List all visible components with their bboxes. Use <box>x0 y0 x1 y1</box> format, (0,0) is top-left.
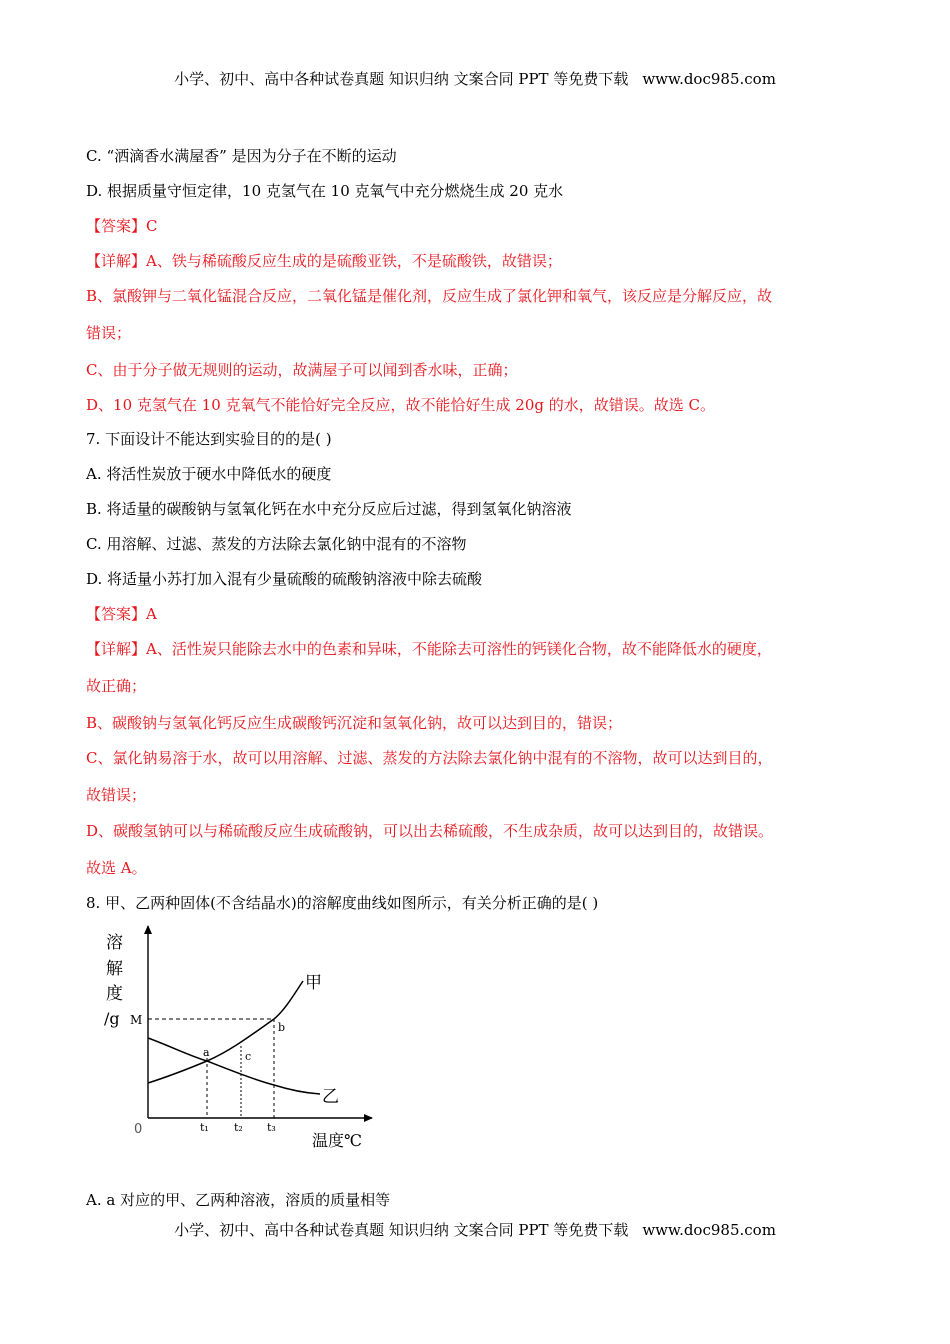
m-label: M <box>130 1013 143 1027</box>
page-header <box>0 68 950 89</box>
header-text: 小学、初中、高中各种试卷真题 知识归纳 文案合同 PPT 等免费下载 <box>174 70 629 88</box>
q8-option-a: A. a 对应的甲、乙两种溶液，溶质的质量相等 <box>86 1191 391 1209</box>
q6-option-d: D. 根据质量守恒定律，10 克氢气在 10 克氧气中充分燃烧生成 20 克水 <box>86 182 564 200</box>
q7-answer: 【答案】A <box>86 605 157 623</box>
q7-option-a: A. 将活性炭放于硬水中降低水的硬度 <box>86 465 332 483</box>
t2-label: t₂ <box>234 1121 243 1134</box>
q6-detail-line: C、由于分子做无规则的运动，故满屋子可以闻到香水味，正确； <box>86 361 518 379</box>
q6-detail-line: B、氯酸钾与二氧化锰混合反应，二氧化锰是催化剂，反应生成了氯化钾和氧气，该反应是分解反应，故 <box>86 287 773 305</box>
t3-label: t₃ <box>267 1121 276 1134</box>
q6-detail-line: 错误； <box>86 324 132 342</box>
point-b-label: b <box>278 1021 286 1034</box>
header-url[interactable]: www.doc985.com <box>642 70 776 88</box>
t1-label: t₁ <box>200 1121 209 1134</box>
q6-answer: 【答案】C <box>86 217 158 235</box>
y-axis-label-char: 溶 <box>106 933 123 953</box>
q7-detail-line: 故选 A。 <box>86 859 147 877</box>
footer-url[interactable]: www.doc985.com <box>642 1221 776 1239</box>
y-axis-label-char: /g <box>104 1009 120 1028</box>
q7-detail-line: D、碳酸氢钠可以与稀硫酸反应生成硫酸钠，可以出去稀硫酸，不生成杂质，故可以达到目的，故错误。 <box>86 822 774 840</box>
q6-option-c: C. “洒滴香水满屋香” 是因为分子在不断的运动 <box>86 147 397 165</box>
q7-detail-line: 故正确； <box>86 677 147 695</box>
origin-label: 0 <box>134 1122 143 1137</box>
q7-option-d: D. 将适量小苏打加入混有少量硫酸的硫酸钠溶液中除去硫酸 <box>86 570 483 588</box>
x-axis-label: 温度℃ <box>312 1131 362 1150</box>
q6-detail-line: D、10 克氢气在 10 克氧气不能恰好完全反应，故不能恰好生成 20g 的水，故错误。故选 C。 <box>86 396 715 414</box>
q8-stem: 8. 甲、乙两种固体(不含结晶水)的溶解度曲线如图所示，有关分析正确的是( ) <box>86 894 599 912</box>
point-c-label: c <box>245 1050 252 1063</box>
q7-detail-line: C、氯化钠易溶于水，故可以用溶解、过滤、蒸发的方法除去氯化钠中混有的不溶物，故可以达到目的， <box>86 749 773 767</box>
footer-text: 小学、初中、高中各种试卷真题 知识归纳 文案合同 PPT 等免费下载 <box>174 1221 629 1239</box>
solubility-curve-figure <box>100 918 390 1153</box>
series-yi-label: 乙 <box>322 1087 339 1107</box>
q7-option-c: C. 用溶解、过滤、蒸发的方法除去氯化钠中混有的不溶物 <box>86 535 467 553</box>
y-axis-label-char: 解 <box>106 959 123 979</box>
y-axis-label-char: 度 <box>106 984 123 1004</box>
series-jia-label: 甲 <box>305 973 322 993</box>
q7-option-b: B. 将适量的碳酸钠与氢氧化钙在水中充分反应后过滤，得到氢氧化钠溶液 <box>86 500 572 518</box>
q6-detail-line: 【详解】A、铁与稀硫酸反应生成的是硫酸亚铁，不是硫酸铁，故错误； <box>86 252 562 270</box>
q7-stem: 7. 下面设计不能达到实验目的的是( ) <box>86 430 332 448</box>
page-footer <box>0 1219 950 1240</box>
point-a-label: a <box>203 1046 210 1059</box>
q7-detail-line: 【详解】A、活性炭只能除去水中的色素和异味，不能除去可溶性的钙镁化合物，故不能降低水的硬度， <box>86 640 772 658</box>
q7-detail-line: 故错误； <box>86 786 147 804</box>
q7-detail-line: B、碳酸钠与氢氧化钙反应生成碳酸钙沉淀和氢氧化钠，故可以达到目的，错误； <box>86 714 623 732</box>
